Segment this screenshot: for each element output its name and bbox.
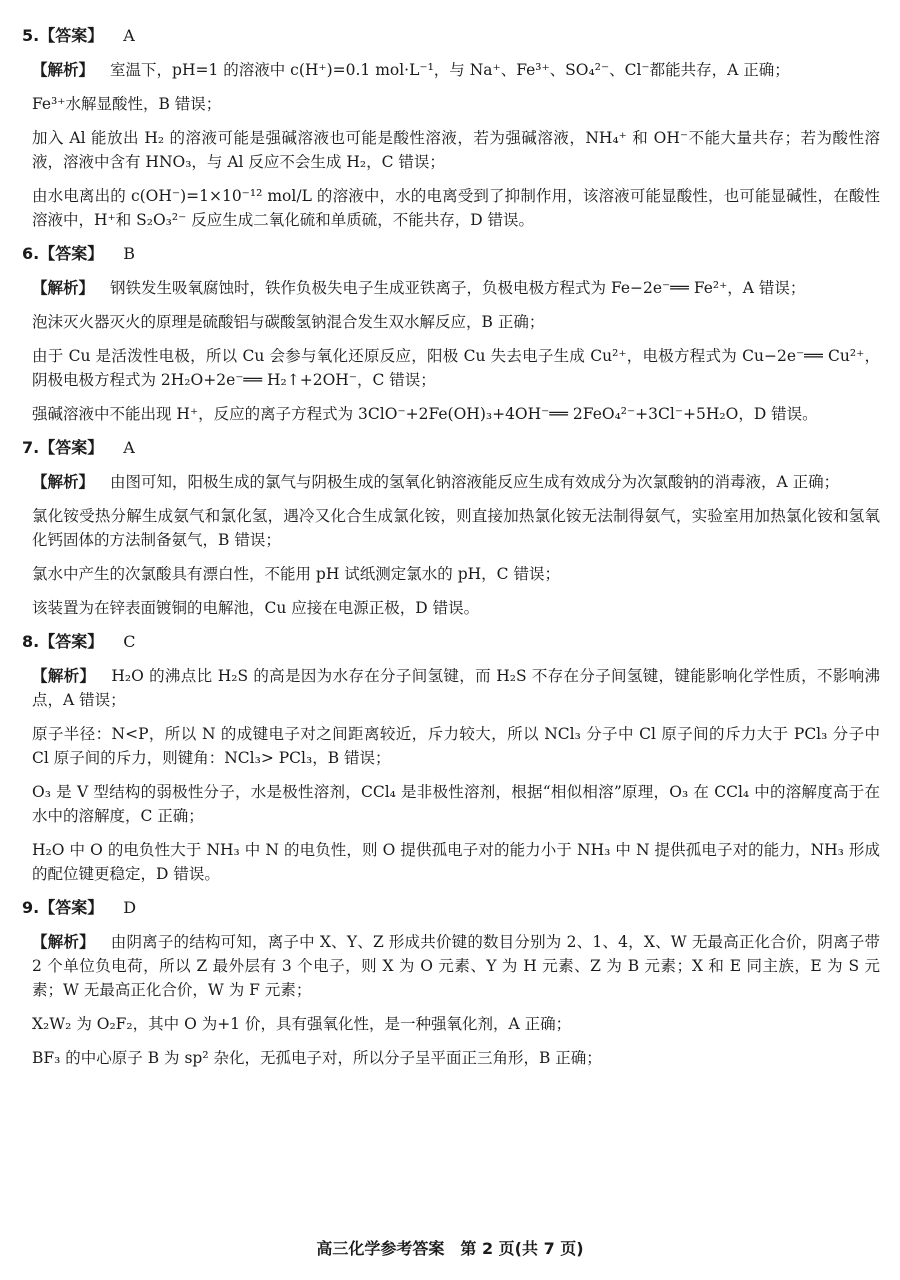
page-footer: 高三化学参考答案 第 2 页(共 7 页) [316,1239,584,1258]
answer-tag: 【答案】 [39,26,104,45]
analysis-section [22,58,880,232]
analysis-paragraph [32,310,880,334]
analysis-paragraph [32,58,880,82]
analysis-paragraph [32,402,880,426]
analysis-text: 由于 Cu 是活泼性电极，所以 Cu 会参与氧化还原反应，阳极 Cu 失去电子生成 Cu²⁺，电极方程式为 Cu−2e⁻══ Cu²⁺，阴极电极方程式为 2H₂O+2e⁻══ H₂↑+2OH⁻，C 错误； [32,347,880,389]
answer-value: A [123,26,135,45]
question-block [22,436,880,620]
answer-line [22,242,880,266]
analysis-paragraph [32,470,880,494]
analysis-text: 由水电离出的 c(OH⁻)=1×10⁻¹² mol/L 的溶液中，水的电离受到了抑制作用，该溶液可能显酸性，也可能显碱性，在酸性溶液中，H⁺和 S₂O₃²⁻ 反应生成二氧化硫和单质硫，不能共存，D 错误。 [32,187,880,229]
question-block [22,630,880,886]
analysis-paragraph [32,92,880,116]
analysis-tag: 【解析】 [32,933,95,951]
question-block [22,24,880,232]
answer-line [22,630,880,654]
question-number: 7. [22,438,40,457]
answer-value: A [123,438,135,457]
analysis-paragraph [32,504,880,552]
analysis-text: 强碱溶液中不能出现 H⁺，反应的离子方程式为 3ClO⁻+2Fe(OH)₃+4OH⁻══ 2FeO₄²⁻+3Cl⁻+5H₂O，D 错误。 [32,405,818,423]
analysis-text: H₂O 中 O 的电负性大于 NH₃ 中 N 的电负性，则 O 提供孤电子对的能力小于 NH₃ 中 N 提供孤电子对的能力，NH₃ 形成的配位键更稳定，D 错误。 [32,841,880,883]
analysis-paragraph [32,930,880,1002]
analysis-paragraph [32,722,880,770]
analysis-tag: 【解析】 [32,279,95,297]
analysis-section [22,470,880,620]
analysis-tag: 【解析】 [32,473,95,491]
question-number: 9. [22,898,40,917]
question-block [22,896,880,1070]
analysis-text: 泡沫灭火器灭火的原理是硫酸铝与碳酸氢钠混合发生双水解反应，B 正确； [32,313,545,331]
analysis-paragraph [32,664,880,712]
analysis-section [22,276,880,426]
analysis-text: O₃ 是 V 型结构的弱极性分子，水是极性溶剂，CCl₄ 是非极性溶剂，根据“相似相溶”原理，O₃ 在 CCl₄ 中的溶解度高于在水中的溶解度，C 正确； [32,783,880,825]
analysis-text: Fe³⁺水解显酸性，B 错误； [32,95,222,113]
analysis-text: X₂W₂ 为 O₂F₂，其中 O 为+1 价，具有强氧化性，是一种强氧化剂，A 正确； [32,1015,572,1033]
analysis-paragraph [32,838,880,886]
analysis-paragraph [32,596,880,620]
analysis-section [22,930,880,1070]
answer-tag: 【答案】 [39,244,104,263]
answer-value: D [123,898,137,917]
answer-line [22,436,880,460]
analysis-text: H₂O 的沸点比 H₂S 的高是因为水存在分子间氢键，而 H₂S 不存在分子间氢键，键能影响化学性质，不影响沸点，A 错误； [32,667,880,709]
answer-value: B [123,244,135,263]
answer-content [22,24,880,1080]
analysis-paragraph [32,344,880,392]
analysis-paragraph [32,276,880,300]
analysis-text: BF₃ 的中心原子 B 为 sp² 杂化，无孤电子对，所以分子呈平面正三角形，B 正确； [32,1049,602,1067]
answer-tag: 【答案】 [39,632,104,651]
answer-line [22,24,880,48]
analysis-text: 由阴离子的结构可知，离子中 X、Y、Z 形成共价键的数目分别为 2、1、4，X、W 无最高正化合价，阴离子带 2 个单位负电荷，所以 Z 最外层有 3 个电子，则 X 为 O 元素、Y 为 H 元素、Z 为 B 元素；X 和 E 同主族，E 为 S 元素；W 无最高正化合价，W 为 F 元素； [32,933,880,999]
answer-line [22,896,880,920]
analysis-text: 氯化铵受热分解生成氨气和氯化氢，遇冷又化合生成氯化铵，则直接加热氯化铵无法制得氨气，实验室用加热氯化铵和氢氧化钙固体的方法制备氨气，B 错误； [32,507,880,549]
answer-tag: 【答案】 [39,438,104,457]
analysis-paragraph [32,126,880,174]
analysis-paragraph [32,1012,880,1036]
analysis-text: 该装置为在锌表面镀铜的电解池，Cu 应接在电源正极，D 错误。 [32,599,480,617]
answer-tag: 【答案】 [39,898,104,917]
analysis-paragraph [32,1046,880,1070]
analysis-text: 加入 Al 能放出 H₂ 的溶液可能是强碱溶液也可能是酸性溶液，若为强碱溶液，NH₄⁺ 和 OH⁻不能大量共存；若为酸性溶液，溶液中含有 HNO₃，与 Al 反应不会生成 H₂，C 错误； [32,129,880,171]
answer-value: C [123,632,136,651]
analysis-section [22,664,880,886]
question-number: 5. [22,26,40,45]
question-number: 8. [22,632,40,651]
analysis-text: 氯水中产生的次氯酸具有漂白性，不能用 pH 试纸测定氯水的 pH，C 错误； [32,565,560,583]
analysis-text: 原子半径：N<P，所以 N 的成键电子对之间距离较近，斥力较大，所以 NCl₃ 分子中 Cl 原子间的斥力大于 PCl₃ 分子中 Cl 原子间的斥力，则键角：NCl₃> PCl₃，B 错误； [32,725,880,767]
analysis-paragraph [32,780,880,828]
analysis-tag: 【解析】 [32,61,95,79]
analysis-text: 由图可知，阳极生成的氯气与阴极生成的氢氧化钠溶液能反应生成有效成分为次氯酸钠的消毒液，A 正确； [110,473,840,491]
analysis-tag: 【解析】 [32,667,96,685]
analysis-text: 室温下，pH=1 的溶液中 c(H⁺)=0.1 mol·L⁻¹，与 Na⁺、Fe³⁺、SO₄²⁻、Cl⁻都能共存，A 正确； [110,61,790,79]
question-block [22,242,880,426]
question-number: 6. [22,244,40,263]
analysis-paragraph [32,562,880,586]
analysis-paragraph [32,184,880,232]
analysis-text: 钢铁发生吸氧腐蚀时，铁作负极失电子生成亚铁离子，负极电极方程式为 Fe−2e⁻══ Fe²⁺，A 错误； [110,279,806,297]
